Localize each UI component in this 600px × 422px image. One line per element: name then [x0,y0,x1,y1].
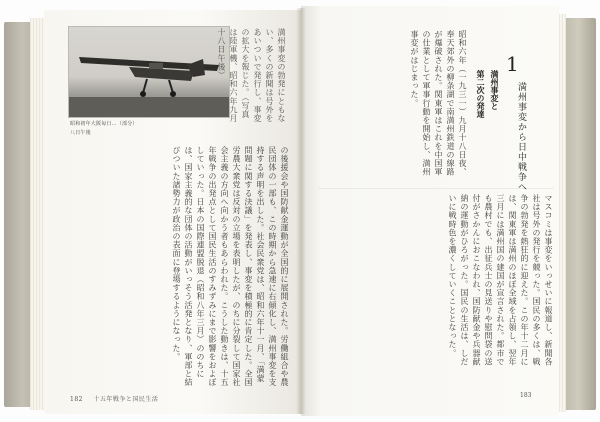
book-gutter [296,8,306,414]
photo-caption-line-2: 八日午後 [70,130,91,136]
left-page-upper-text: 満州事変の勃発にともない、多くの新聞は号外をあいついで発行し、事変の拡大を報じた。（写真は陸軍機、昭和六年九月十八日午後） [217,28,286,123]
section-heading [470,70,502,140]
photo-caption-line-1: 昭和初年大阪毎日…（部分） [70,121,138,127]
airplane-icon [69,27,229,117]
left-running-title: 十五年戦争と国民生活 [93,396,159,403]
section-heading-line-1: 満州事変と [490,70,500,110]
section-divider [318,188,554,189]
left-page-body-text: の後援会や国防献金運動が全国的に展開された。労働組合や農民団体の一部も、この時期から急速に右傾化し、満州事変を支持する声明を出した。社会民衆党は、昭和六年十一月、「満蒙問題に関する決議」を発表し、事変を積極的に肯定した。全国労農大衆党は反対の立場を表明したが、のちに分裂して国家社会主義の方向へ向かう者もあらわれた。こうした動きは、十五年戦争の出発点として国民生活のすみずみにまで影響をおよぼしていった。日本の国際連盟脱退（昭和八年三月）ののちには、国家主義的な団体の活動がいっそう活発となり、軍部と結びついた諸勢力が政治の表面に登場するようになった。 [172,146,289,387]
chapter-number: 1 [506,52,519,76]
chapter-title: 満州事変から日中戦争へ [516,82,526,192]
airplane-photo [68,26,230,118]
section-heading-line-2: 第二次の発達 [476,70,486,118]
right-page-intro-text: 昭和六年（一九三一）九月十八日夜、奉天郊外の柳条湖で南満州鉄道の線路が爆破された。関東軍はこれを中国軍の仕業として軍事行動を開始し、満州事変がはじまった。 [410,30,467,177]
right-page-body-text: マスコミは事変をいっせいに報道し、新聞各社は号外の発行を競った。国民の多くは、戦争の勃発を熱狂的に迎えた。この年十二月には、関東軍は満州のほぼ全域を占領し、翌年三月には満州国の建国が宣言された。都市でも農村でも、出征兵士の見送りや慰問袋の送付がさかんにおこなわれ、国防献金や兵器献納の運動がひろがった。国民の生活は、しだいに戦時色を濃くしていくこととなった。 [448,194,553,366]
left-page-number: 182 [70,396,83,403]
left-page-folio [70,394,166,403]
photo-caption [70,120,230,138]
right-page-number: 183 [520,392,532,399]
